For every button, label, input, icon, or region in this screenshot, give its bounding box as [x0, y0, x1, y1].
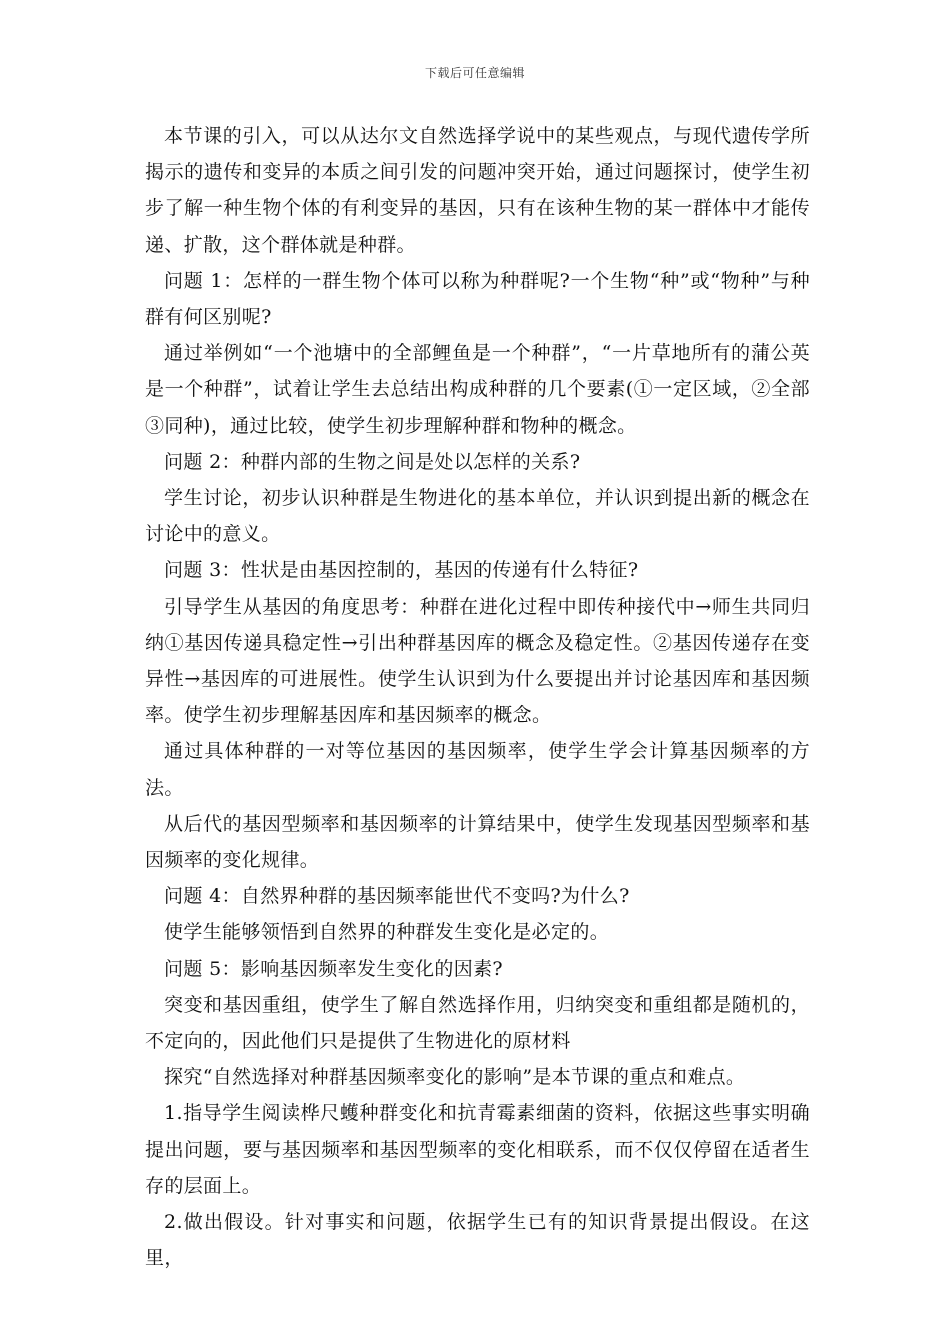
paragraph-question-4: 问题 4：自然界种群的基因频率能世代不变吗?为什么?	[164, 885, 630, 908]
document-body	[145, 118, 810, 1277]
paragraph-gene-pool: 引导学生从基因的角度思考：种群在进化过程中即传种接代中→师生共同归纳①基因传递具稳定性→引出种群基因库的概念及稳定性。②基因传递存在变异性→基因库的可进展性。使学生认识到为什么要提出并讨论基因库和基因频率。使学生初步理解基因库和基因频率的概念。	[145, 595, 810, 727]
paragraph-population-change: 使学生能够领悟到自然界的种群发生变化是必定的。	[164, 921, 610, 944]
paragraph-step-2: 2.做出假设。针对事实和问题，依据学生已有的知识背景提出假设。在这里，	[145, 1211, 810, 1270]
paragraph-question-1: 问题 1：怎样的一群生物个体可以称为种群呢?一个生物“种”或“物种”与种群有何区别呢?	[145, 269, 810, 329]
paragraph-gene-frequency-method: 通过具体种群的一对等位基因的基因频率，使学生学会计算基因频率的方法。	[145, 740, 810, 799]
paragraph-question-2: 问题 2：种群内部的生物之间是处以怎样的关系?	[164, 450, 581, 473]
paragraph-discussion: 学生讨论，初步认识种群是生物进化的基本单位，并认识到提出新的概念在讨论中的意义。	[145, 487, 810, 546]
paragraph-question-5: 问题 5：影响基因频率发生变化的因素?	[164, 957, 503, 980]
paragraph-frequency-pattern: 从后代的基因型频率和基因频率的计算结果中，使学生发现基因型频率和基因频率的变化规律。	[145, 812, 810, 872]
paragraph-mutation: 突变和基因重组，使学生了解自然选择作用，归纳突变和重组都是随机的，不定向的，因此他们只是提供了生物进化的原材料	[145, 993, 810, 1053]
page-header: 下载后可任意编辑	[424, 66, 525, 80]
paragraph-population-examples: 通过举例如“一个池塘中的全部鲤鱼是一个种群”，“一片草地所有的蒲公英是一个种群”，试着让学生去总结出构成种群的几个要素(①一定区域，②全部③同种)，通过比较，使学生初步理解种群和物种的概念。	[145, 342, 810, 437]
paragraph-key-point: 探究“自然选择对种群基因频率变化的影响”是本节课的重点和难点。	[164, 1066, 746, 1089]
paragraph-step-1: 1.指导学生阅读桦尺蠖种群变化和抗青霉素细菌的资料，依据这些事实明确提出问题，要与基因频率和基因型频率的变化相联系，而不仅仅停留在适者生存的层面上。	[145, 1102, 810, 1197]
paragraph-intro: 本节课的引入，可以从达尔文自然选择学说中的某些观点，与现代遗传学所揭示的遗传和变异的本质之间引发的问题冲突开始，通过问题探讨，使学生初步了解一种生物个体的有利变异的基因，只有在该种生物的某一群体中才能传递、扩散，这个群体就是种群。	[145, 125, 810, 256]
paragraph-question-3: 问题 3：性状是由基因控制的，基因的传递有什么特征?	[164, 559, 639, 582]
